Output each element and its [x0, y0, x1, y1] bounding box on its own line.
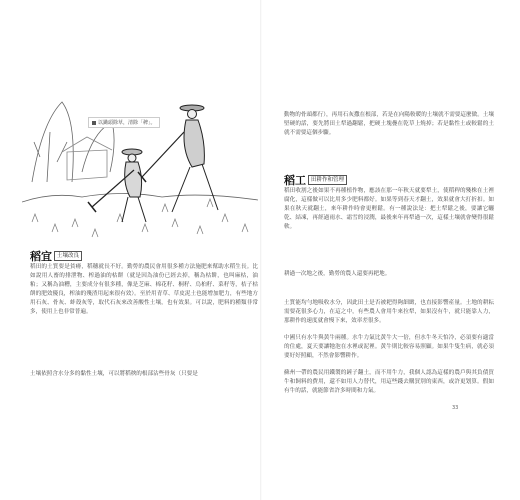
section-tag: 田耕作和管理	[308, 175, 347, 185]
body-paragraph: 土壤依照含水分多的黏性土壤，可以將稻秧的根部沾些骨灰（只要是	[30, 371, 198, 377]
section-heading-daogong	[284, 172, 347, 188]
section-title: 稻工	[284, 174, 306, 187]
farmers-illustration	[22, 62, 258, 252]
body-paragraph: 中國只有水牛與黃牛兩種。水牛力氣比黃牛大一倍，但水牛冬天怕冷，必須要有適當的住處，夏天要讓牠泡在水裡或泥裡。黃牛則比較容易照顧。如果牛隻生病，就必須要好好照顧，不然會影響耕作。	[284, 335, 494, 360]
body-paragraph: 稻田收割之後如果不再種植作物，應該在那一年秋天就要犁土，使稻稈的殘株在土裡腐化，這樣做可以比用多少肥料都好。如果等到春天才翻土，效果就會大打折扣。如果在秋天就翻土，來年耕作時會更輕鬆。有一種說法是：把土犁鬆之後，要讓它曬乾、結凍，再經過雨水、霜雪的浸潤，最後來年再犁過一次，這樣土壤就會變得很鬆軟。	[284, 188, 494, 231]
section-heading-daoyi	[30, 248, 82, 264]
body-paragraph: 耕過一次地之後，勤勞的農人還要再耙地。	[284, 271, 391, 277]
book-spine	[260, 0, 262, 500]
body-paragraph: 動物的骨頭都行），再用石灰撒在根部，若是在向陽較暖的土壤就不需要這麼做。土壤堅硬的話，要先將田土犁過翻鬆，把硬土塊疊在乾草上燒掉；若是黏性土或較鬆的土就不需要這個步驟。	[284, 112, 494, 137]
body-paragraph: 蘇州一帶的農民用鐵製的鏟子翻土，而不用牛力，我個人認為這樣的農戶與其負債買牛和飼料的費用，還不如用人力替代，用這些錢去購買別的東西，或許更划算。假如有牛的話，就能節省許多時間和力氣。	[284, 370, 494, 395]
section-tag: 土壤改良	[54, 251, 82, 261]
caption-marker-icon	[92, 121, 96, 125]
body-paragraph: 土質能均勻地吸收水分，因此田土是否被耙得夠細緻，也直接影響產量。土地的耕耘需要花很多心力，在這之中，有些農人會用牛來拉犁，如果沒有牛，就只能靠人力，那耕作的速度就會慢下來，效率差很多。	[284, 300, 494, 325]
caption-text: 以鋤頭除草，清除「稗」。	[98, 120, 156, 126]
illustration-caption	[88, 117, 160, 128]
page-number: 33	[452, 405, 459, 411]
body-paragraph: 稻田的土質要是貧瘠，稻穗就長不好。勤勞的農民會用很多種方法施肥來幫助水稻生長。比如說用人畜的排泄物、榨過油的枯餅（就是因為油份已經去掉，稱為枯餅，也叫麻枯，油粕；又稱為油糟，主要成分有很多種，像是芝麻、棉花籽、桐籽、烏桕籽、菜籽等，桔子枯餅的肥效優良，榨油的殘渣用起來很有效）。至於用青草、草皮泥土也能增加肥力，有些地方用石灰、骨灰、蚌殼灰等，取代石灰來改善酸性土壤，也有效果。可以說，肥料的種類非常多，使用上也非常普遍。	[30, 264, 258, 316]
section-title: 稻宜	[30, 250, 52, 263]
